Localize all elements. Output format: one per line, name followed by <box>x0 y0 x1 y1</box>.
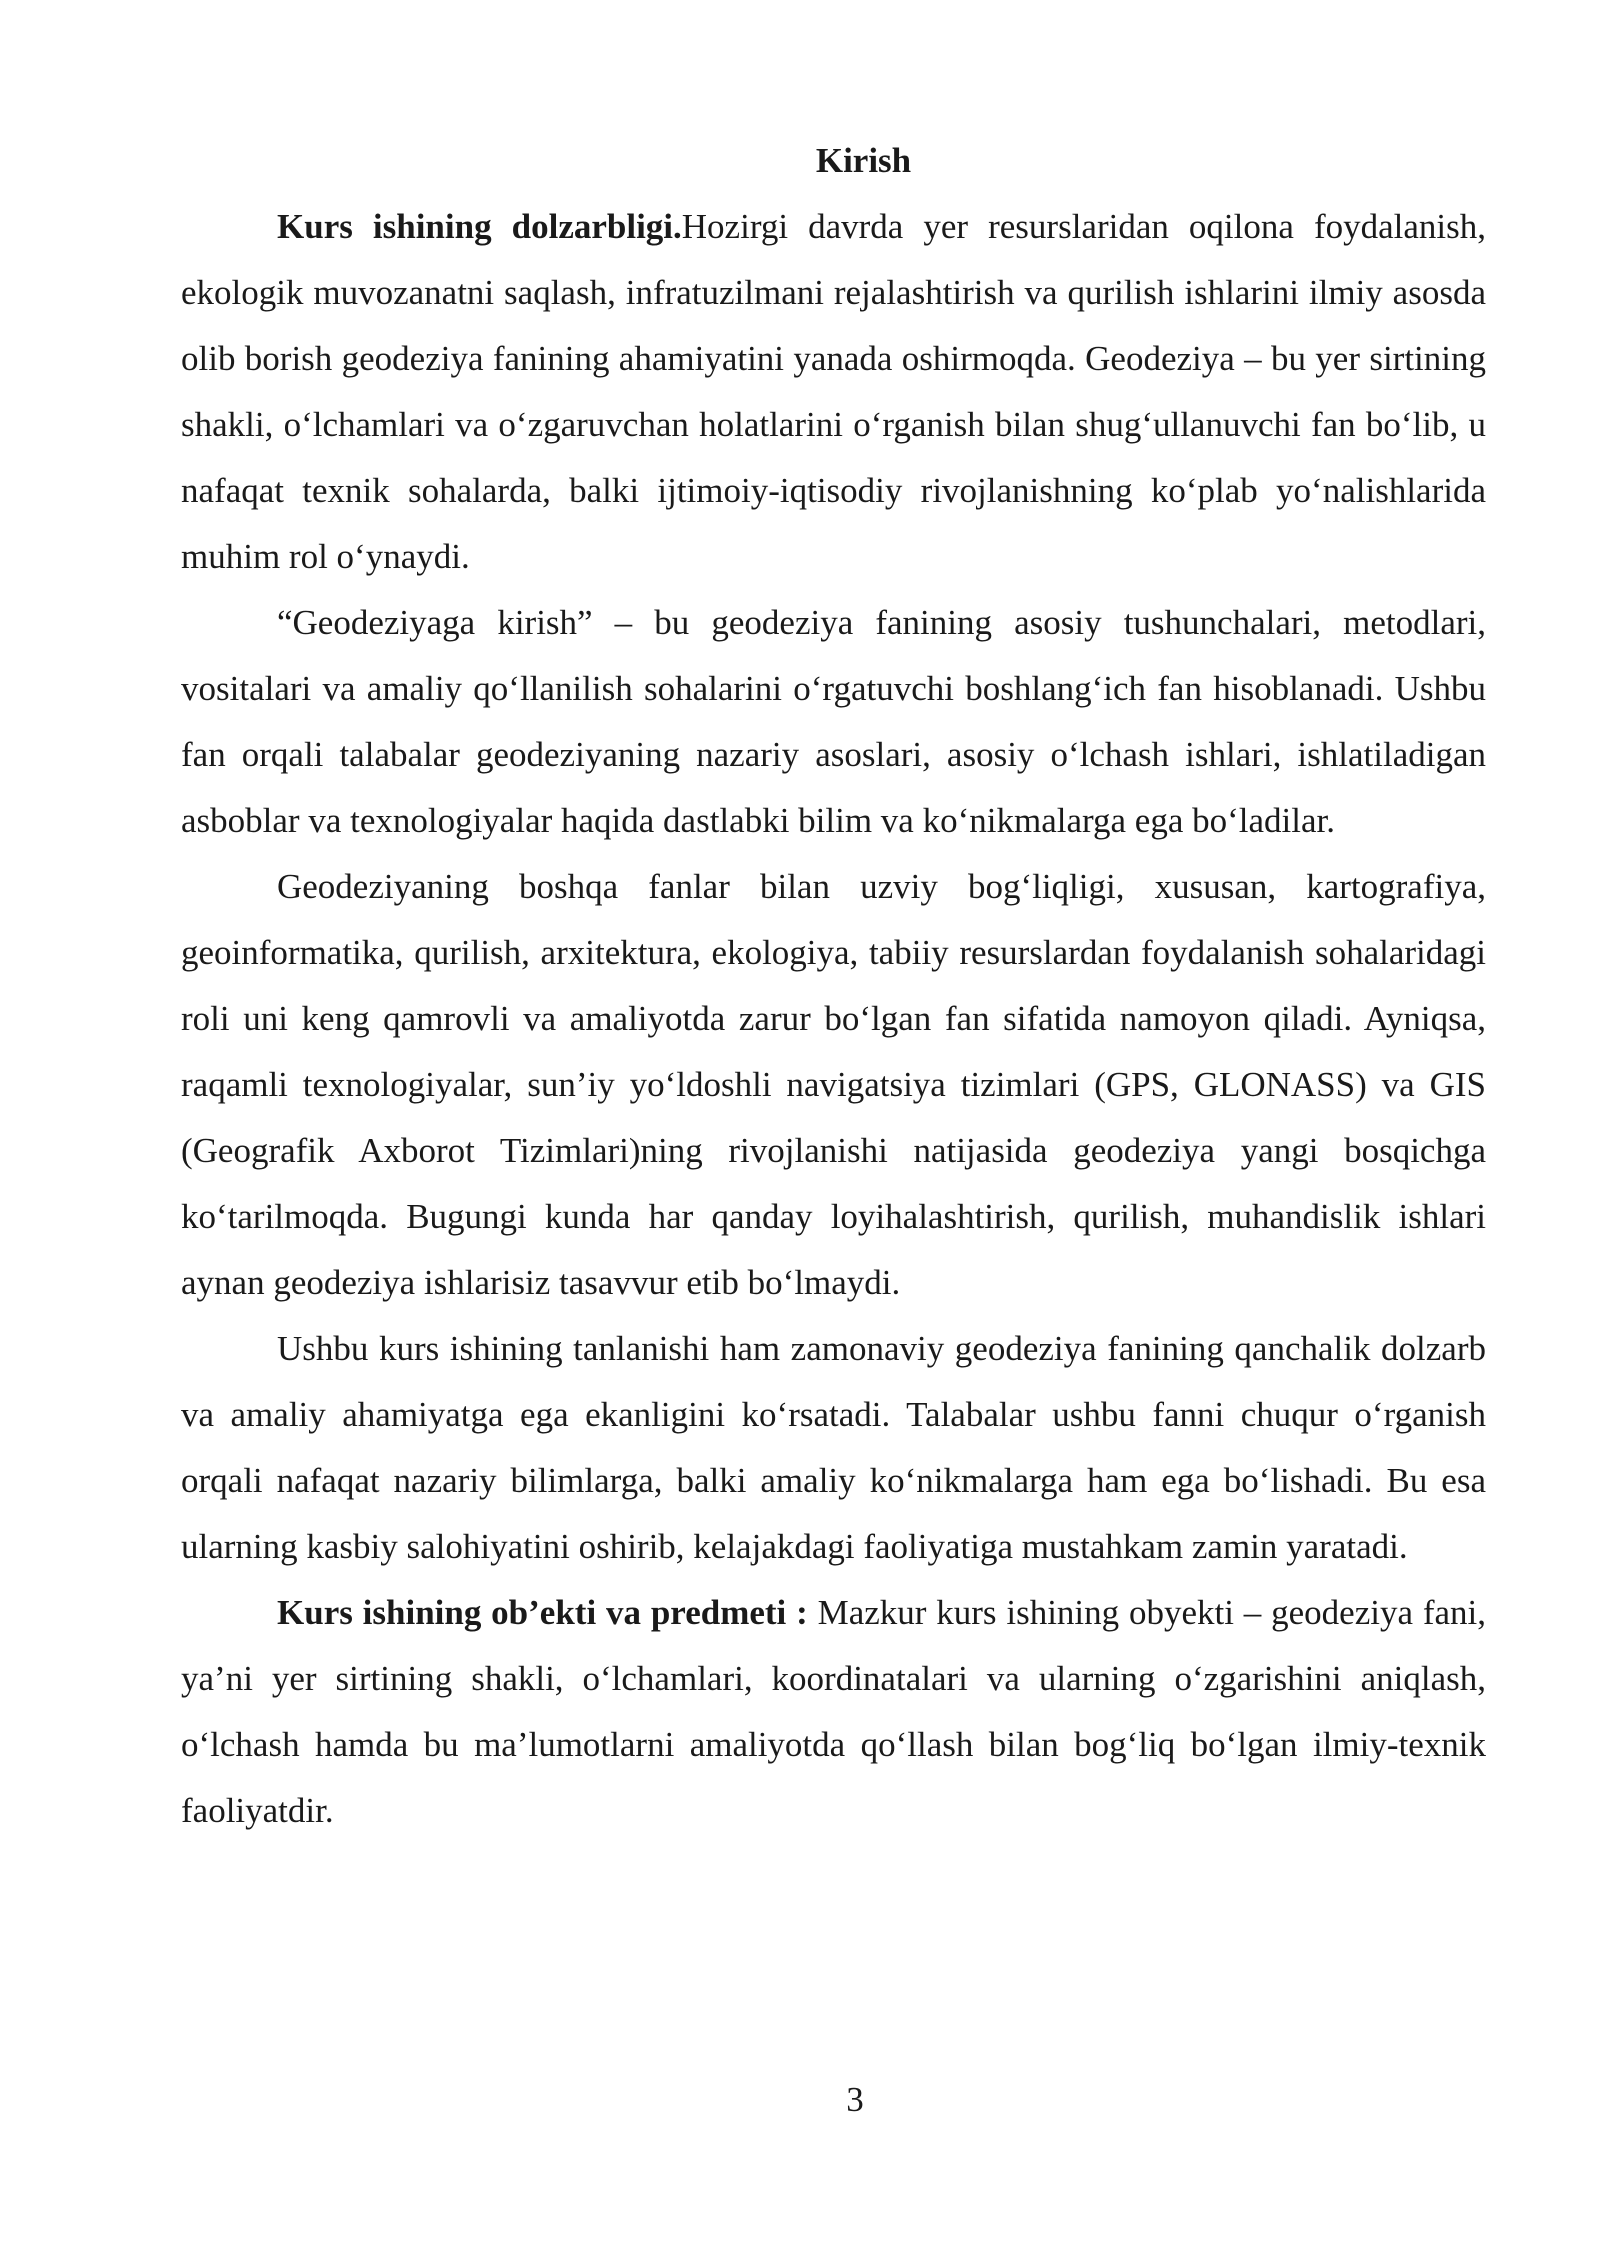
paragraph-text-interdisciplinary: Geodeziyaning boshqa fanlar bilan uzviy bog‘liqligi, xususan, kartografiya, geoinformatika, qurilish, arxitektura, ekologiya, tabiiy resurslardan foydalanish sohalaridagi roli uni keng qamrovli va amaliyotda zarur bo‘lgan fan sifatida namoyon qiladi. Ayniqsa, raqamli texnologiyalar, sun’iy yo‘ldoshli navigatsiya tizimlari (GPS, GLONASS) va GIS (Geografik Axborot Tizimlari)ning rivojlanishi natijasida geodeziya yangi bosqichga ko‘tarilmoqda. Bugungi kunda har qanday loyihalashtirish, qurilish, muhandislik ishlari aynan geodeziya ishlarisiz tasavvur etib bo‘lmaydi. <box>181 867 1486 1302</box>
paragraph-lead-relevance: Kurs ishining dolzarbligi. <box>277 207 682 246</box>
paragraph-interdisciplinary <box>181 854 1486 1316</box>
page-content <box>181 128 1486 1844</box>
paragraph-text-object-subject: Mazkur kurs ishining obyekti – geodeziya fani, ya’ni yer sirtining shakli, o‘lchamlari, koordinatalari va ularning o‘zgarishini aniqlash, o‘lchash hamda bu ma’lumotlarni amaliyotda qo‘llash bilan bog‘liq bo‘lgan ilmiy-texnik faoliyatdir. <box>181 1593 1486 1830</box>
section-title: Kirish <box>815 141 912 180</box>
paragraph-intro-course <box>181 590 1486 854</box>
paragraph-lead-object-subject: Kurs ishining ob’ekti va predmeti : <box>277 1593 818 1632</box>
paragraph-course-choice <box>181 1316 1486 1580</box>
paragraph-relevance <box>181 194 1486 590</box>
page-number: 3 <box>846 2080 864 2119</box>
paragraph-object-subject <box>181 1580 1486 1844</box>
paragraph-text-intro-course: “Geodeziyaga kirish” – bu geodeziya fanining asosiy tushunchalari, metodlari, vositalari va amaliy qo‘llanilish sohalarini o‘rgatuvchi boshlang‘ich fan hisoblanadi. Ushbu fan orqali talabalar geodeziyaning nazariy asoslari, asosiy o‘lchash ishlari, ishlatiladigan asboblar va texnologiyalar haqida dastlabki bilim va ko‘nikmalarga ega bo‘ladilar. <box>181 603 1486 840</box>
paragraph-text-relevance: Hozirgi davrda yer resurslaridan oqilona foydalanish, ekologik muvozanatni saqlash, infratuzilmani rejalashtirish va qurilish ishlarini ilmiy asosda olib borish geodeziya fanining ahamiyatini yanada oshirmoqda. Geodeziya – bu yer sirtining shakli, o‘lchamlari va o‘zgaruvchan holatlarini o‘rganish bilan shug‘ullanuvchi fan bo‘lib, u nafaqat texnik sohalarda, balki ijtimoiy-iqtisodiy rivojlanishning ko‘plab yo‘nalishlarida muhim rol o‘ynaydi. <box>181 207 1486 576</box>
paragraph-text-course-choice: Ushbu kurs ishining tanlanishi ham zamonaviy geodeziya fanining qanchalik dolzarb va amaliy ahamiyatga ega ekanligini ko‘rsatadi. Talabalar ushbu fanni chuqur o‘rganish orqali nafaqat nazariy bilimlarga, balki amaliy ko‘nikmalarga ham ega bo‘lishadi. Bu esa ularning kasbiy salohiyatini oshirib, kelajakdagi faoliyatiga mustahkam zamin yaratadi. <box>181 1329 1486 1566</box>
